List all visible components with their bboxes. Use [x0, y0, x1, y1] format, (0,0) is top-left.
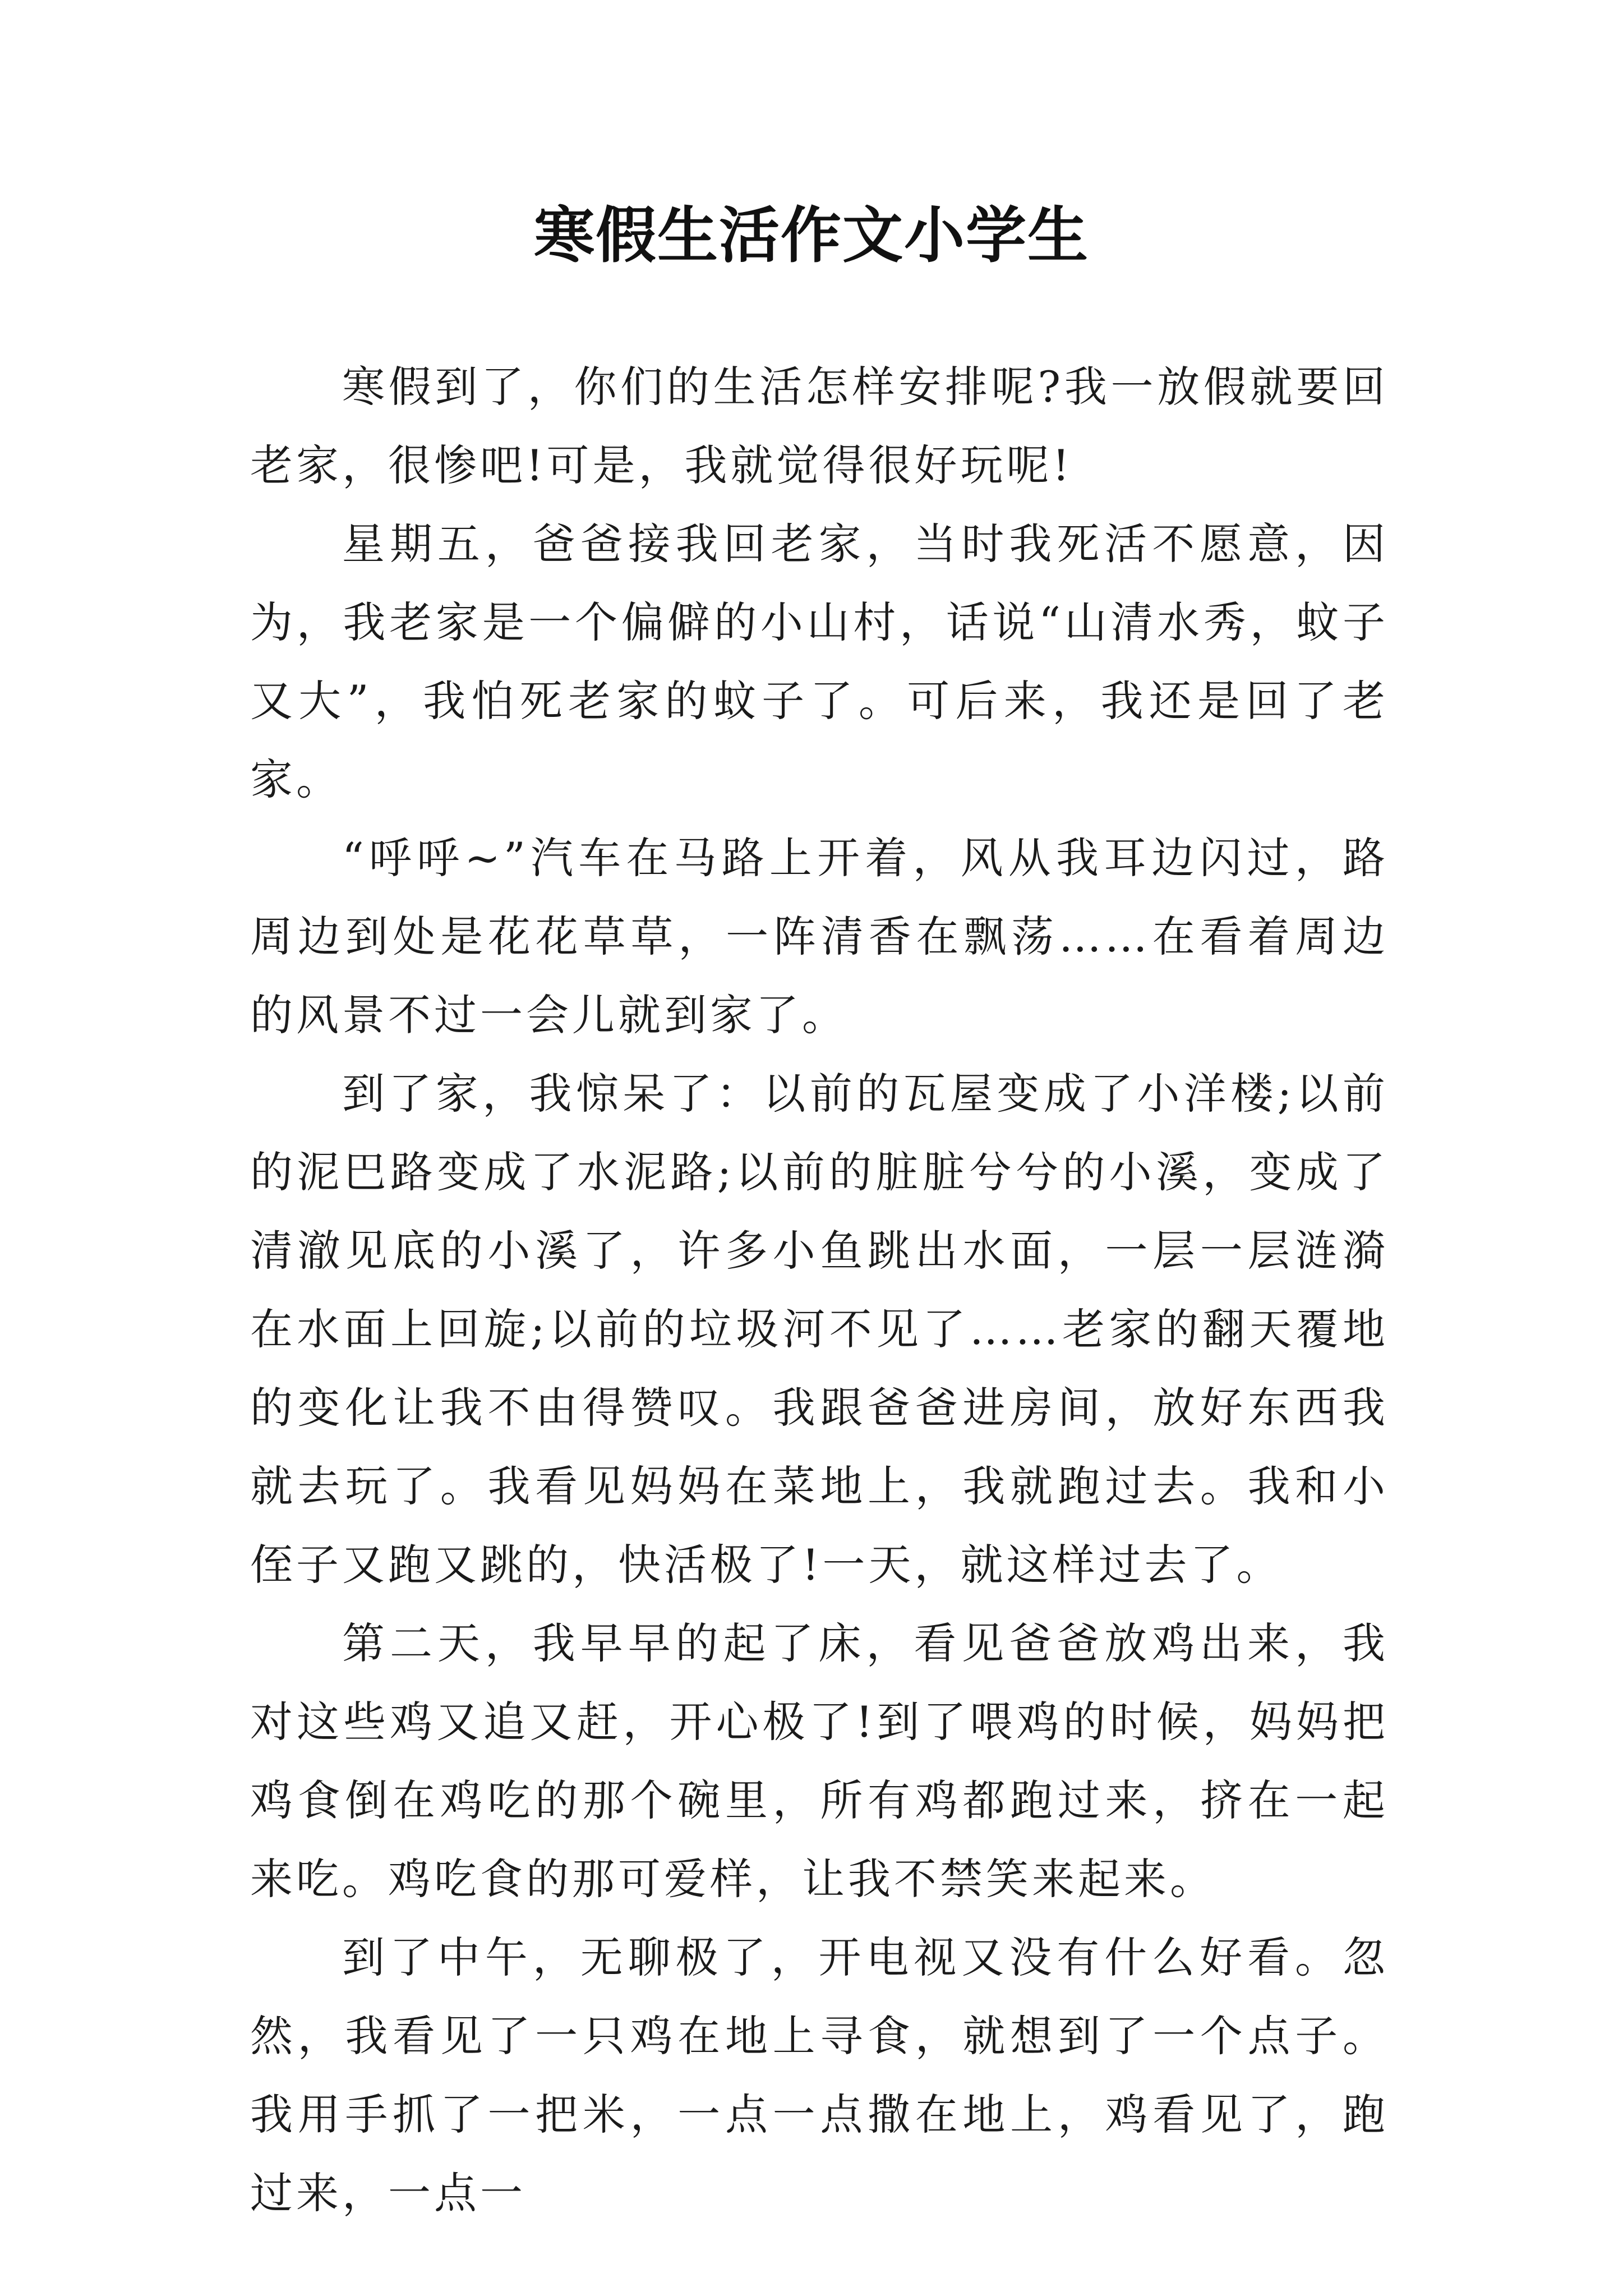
paragraph: 星期五，爸爸接我回老家，当时我死活不愿意，因为，我老家是一个偏僻的小山村，话说“山清水秀，蚊子又大”，我怕死老家的蚊子了。可后来，我还是回了老家。 — [250, 519, 1389, 804]
paragraph: 到了家，我惊呆了：以前的瓦屋变成了小洋楼;以前的泥巴路变成了水泥路;以前的脏脏兮兮的小溪，变成了清澈见底的小溪了，许多小鱼跳出水面，一层一层涟漪在水面上回旋;以前的垃圾河不见了……老家的翻天覆地的变化让我不由得赞叹。我跟爸爸进房间，放好东西我就去玩了。我看见妈妈在菜地上，我就跑过去。我和小侄子又跑又跳的，快活极了!一天，就这样过去了。 — [250, 1069, 1389, 1590]
paragraph: 第二天，我早早的起了床，看见爸爸放鸡出来，我对这些鸡又追又赶，开心极了!到了喂鸡的时候，妈妈把鸡食倒在鸡吃的那个碗里，所有鸡都跑过来，挤在一起来吃。鸡吃食的那可爱样，让我不禁笑来起来。 — [250, 1618, 1389, 1904]
paragraph: “呼呼~”汽车在马路上开着，风从我耳边闪过，路周边到处是花花草草，一阵清香在飘荡……在看着周边的风景不过一会儿就到家了。 — [250, 833, 1389, 1040]
paragraph: 到了中午，无聊极了，开电视又没有什么好看。忽然，我看见了一只鸡在地上寻食，就想到了一个点子。我用手抓了一把米，一点一点撒在地上，鸡看见了，跑过来，一点一 — [250, 1932, 1389, 2218]
document-title: 寒假生活作文小学生 — [533, 200, 1089, 271]
paragraph: 寒假到了，你们的生活怎样安排呢?我一放假就要回老家，很惨吧!可是，我就觉得很好玩呢! — [250, 362, 1389, 490]
document-body — [250, 348, 1389, 2233]
